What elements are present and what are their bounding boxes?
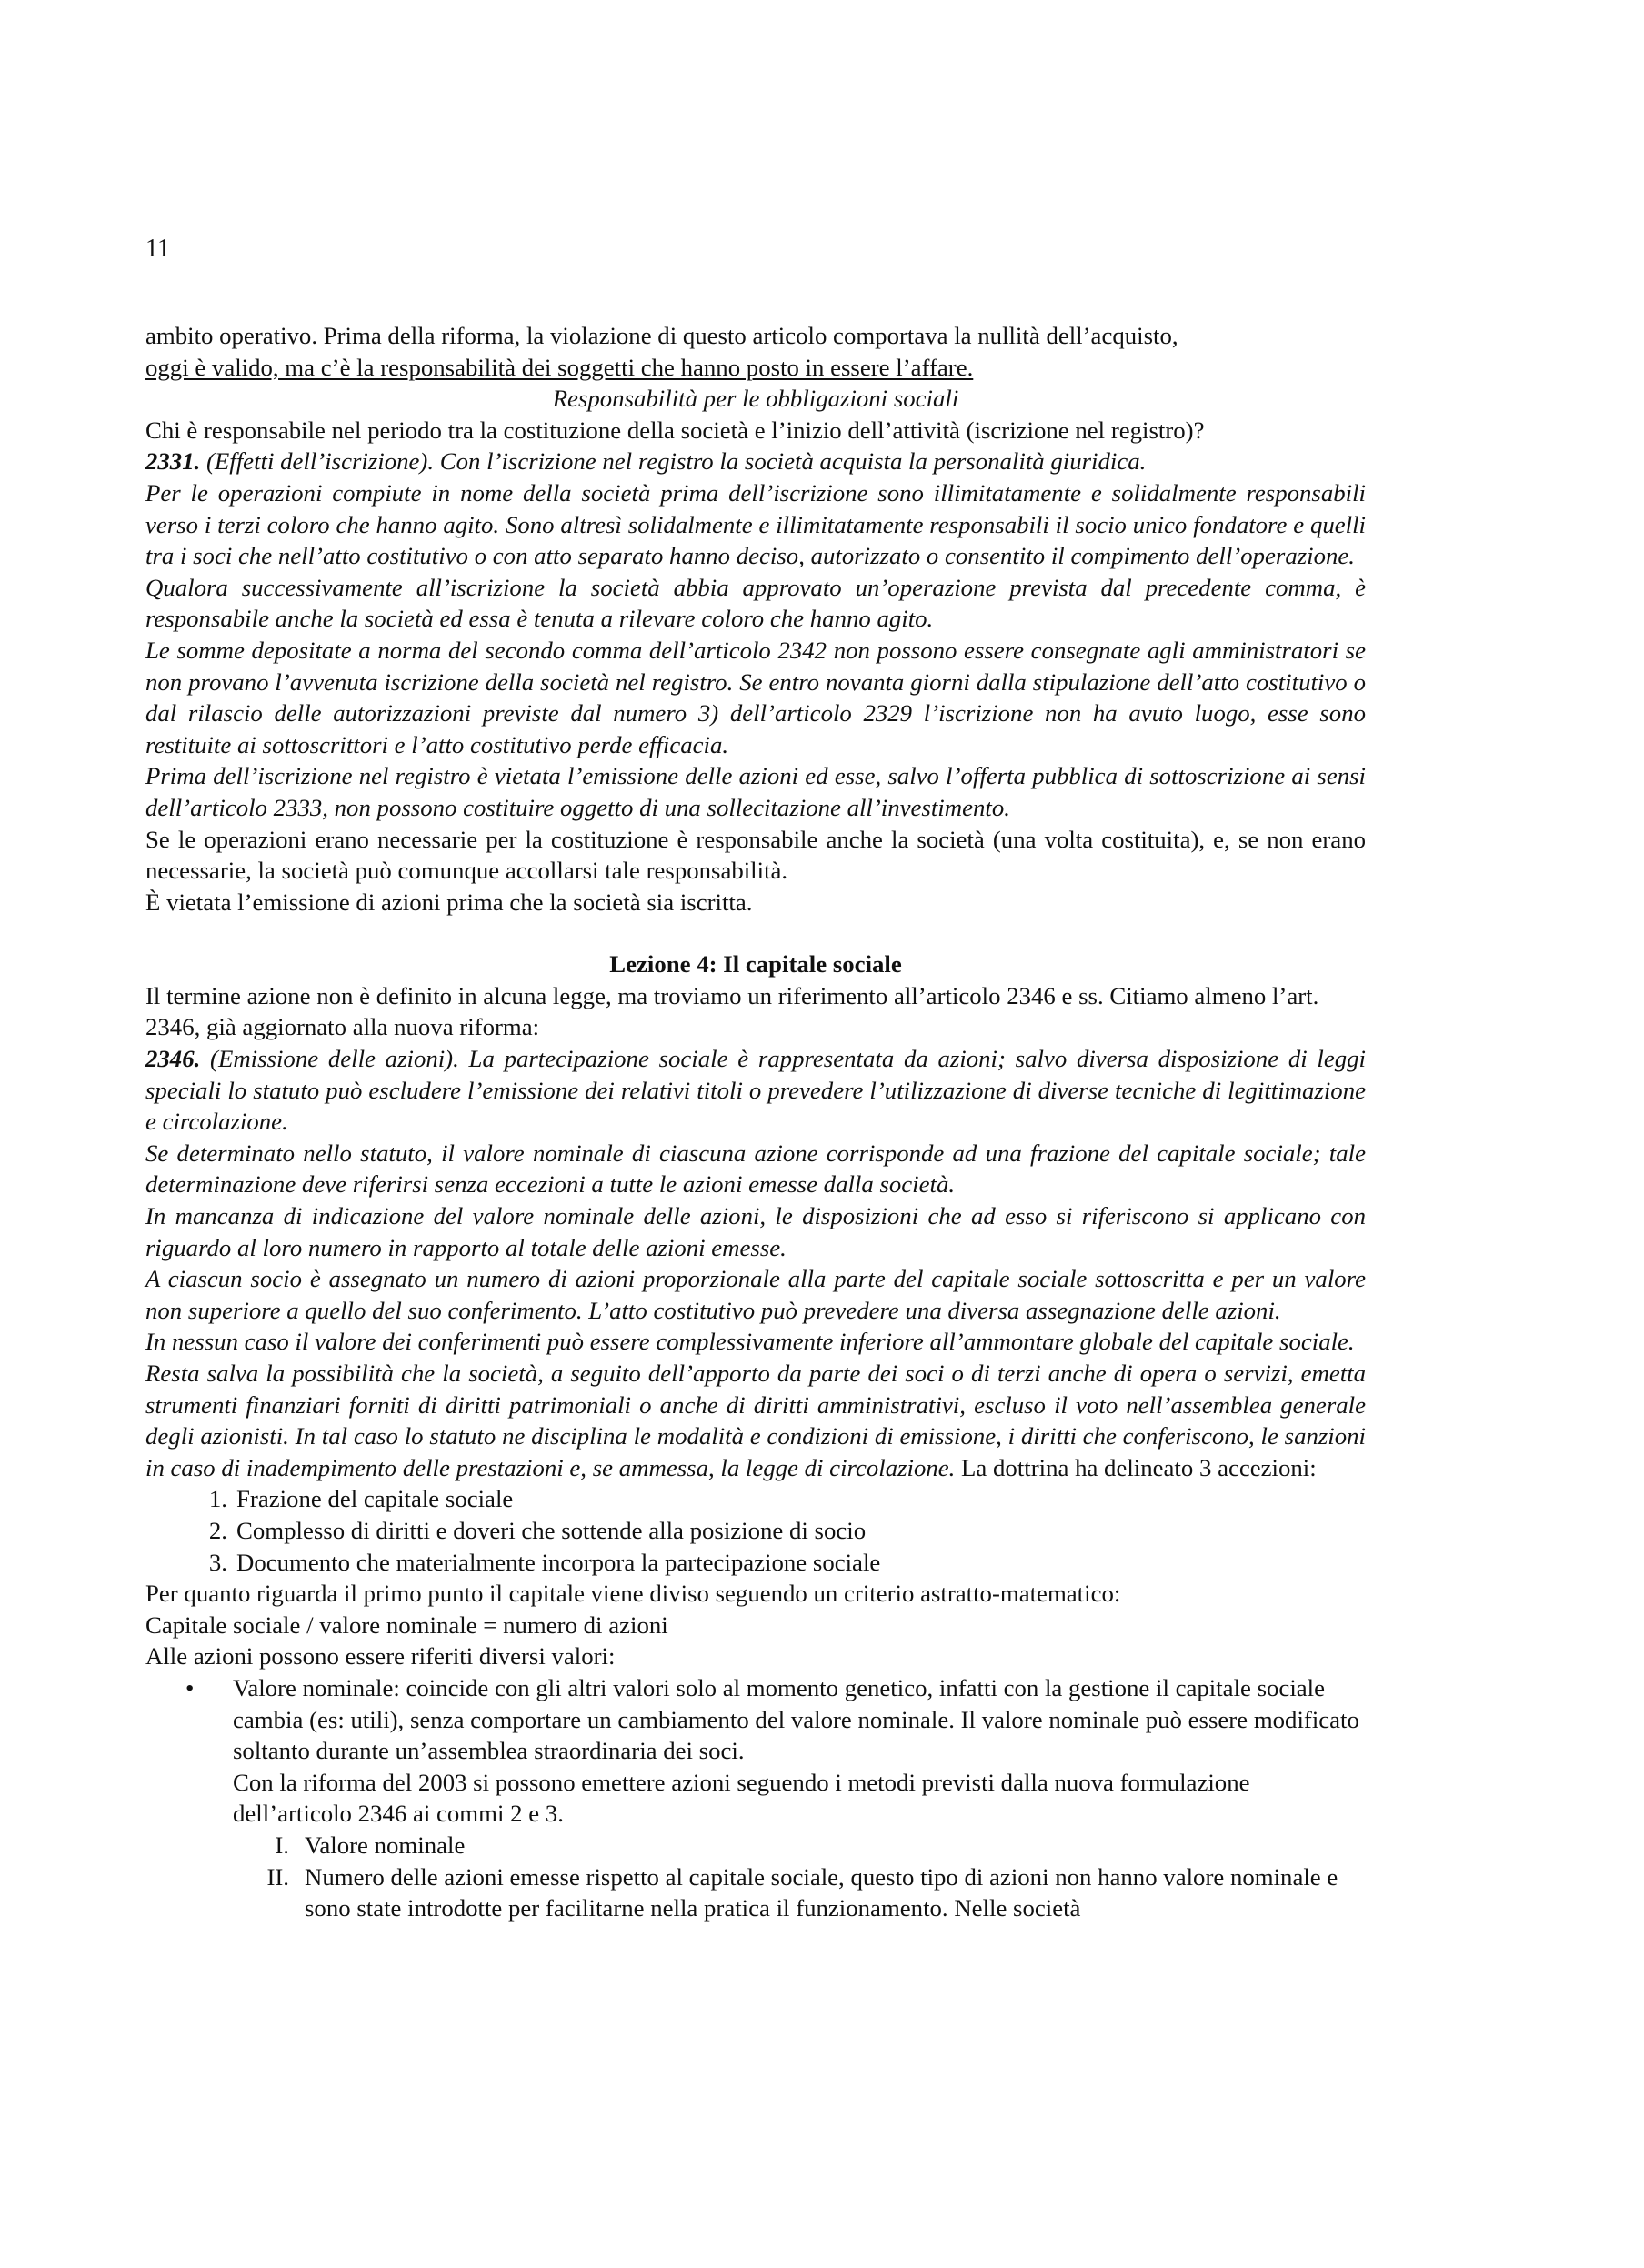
accezioni-list	[145, 1483, 1366, 1578]
list-item-text: Numero delle azioni emesse rispetto al capitale sociale, questo tipo di azioni non hanno valore nominale e sono state introdotte per facilitarne nella pratica il funzionamento. Nelle società	[305, 1862, 1338, 1922]
list-item-text: Complesso di diritti e doveri che sottende alla posizione di socio	[236, 1516, 867, 1544]
art2346-comma-5	[145, 1358, 1366, 1483]
list-item	[145, 1547, 1366, 1579]
list-item	[145, 1515, 1366, 1547]
page-number: 11	[145, 235, 170, 263]
art2331-heading-text: (Effetti dell’iscrizione). Con l’iscrizione nel registro la società acquista la personalità giuridica.	[200, 447, 1147, 476]
list-item-number: 3.	[208, 1548, 227, 1576]
art2331-comma-3: Le somme depositate a norma del secondo comma dell’articolo 2342 non possono essere consegnate agli amministratori se non provano l’avvenuta iscrizione della società nel registro. Se entro novanta giorni dalla stipulazione dell’atto costitutivo o dal rilascio delle autorizzazioni previste dal numero 3) dell’articolo 2329 l’iscrizione non ha avuto luogo, esse sono restituite ai sottoscrittori e l’atto costitutivo perde efficacia.	[145, 636, 1366, 758]
list-item-number: I.	[275, 1831, 289, 1859]
metodi-list	[145, 1830, 1366, 1924]
termine-paragraph: Il termine azione non è definito in alcuna legge, ma troviamo un riferimento all’articolo 2346 e ss. Citiamo almeno l’art. 2346, già aggiornato alla nuova riforma:	[145, 981, 1319, 1041]
art2331-number: 2331.	[145, 447, 201, 476]
list-item-text: Documento che materialmente incorpora la partecipazione sociale	[236, 1548, 881, 1576]
question-paragraph: Chi è responsabile nel periodo tra la costituzione della società e l’inizio dell’attività (iscrizione nel registro)?	[145, 416, 1205, 444]
art2346-comma-1: Se determinato nello statuto, il valore nominale di ciascuna azione corrisponde ad una frazione del capitale sociale; tale determinazione deve riferirsi senza eccezioni a tutte le azioni emesse dalla società.	[145, 1139, 1366, 1199]
list-item-text: Frazione del capitale sociale	[236, 1485, 514, 1513]
list-item-number: 1.	[208, 1485, 227, 1513]
subheading-obbligazioni: Responsabilità per le obbligazioni sociali	[552, 385, 959, 413]
page-content	[145, 320, 1366, 1924]
art2346-heading-text: (Emissione delle azioni). La partecipazione sociale è rappresentata da azioni; salvo diversa disposizione di leggi speciali lo statuto può escludere l’emissione dei relativi titoli o prevedere l’utilizzazione di diverse tecniche di legittimazione e circolazione.	[145, 1045, 1366, 1136]
art2331-comma-4: Prima dell’iscrizione nel registro è vietata l’emissione delle azioni ed esse, salvo l’offerta pubblica di sottoscrizione ai sensi dell’articolo 2333, non possono costituire oggetto di una sollecitazione all’investimento.	[145, 762, 1366, 821]
art2346-number: 2346.	[145, 1045, 201, 1073]
art2331-comma-2: Qualora successivamente all’iscrizione la società abbia approvato un’operazione prevista dal precedente comma, è responsabile anche la società ed essa è tenuta a rilevare coloro che hanno agito.	[145, 573, 1366, 633]
list-item	[145, 1483, 1366, 1515]
art2346-comma-5-text: Resta salva la possibilità che la società, a seguito dell’apporto da parte dei soci o di terzi anche di opera o servizi, emetta strumenti finanziari forniti di diritti patrimoniali o anche di diritti amministrativi, escluso il voto nell’assemblea generale degli azionisti. In tal caso lo statuto ne disciplina le modalità e condizioni di emissione, i diritti che conferiscono, le sanzioni in caso di inadempimento delle prestazioni e, se ammessa, la legge di circolazione.	[145, 1360, 1366, 1481]
lesson-title: Lezione 4: Il capitale sociale	[609, 950, 902, 978]
valori-paragraph: Alle azioni possono essere riferiti diversi valori:	[145, 1642, 616, 1671]
vietata-paragraph: È vietata l’emissione di azioni prima che la società sia iscritta.	[145, 888, 753, 916]
list-item-number: 2.	[208, 1516, 227, 1544]
formula-line: Capitale sociale / valore nominale = numero di azioni	[145, 1611, 668, 1639]
operations-paragraph: Se le operazioni erano necessarie per la costituzione è responsabile anche la società (una volta costituita), e, se non erano necessarie, la società può comunque accollarsi tale responsabilità.	[145, 825, 1366, 885]
art2331-heading	[145, 446, 1366, 477]
primo-punto-paragraph: Per quanto riguarda il primo punto il capitale viene diviso seguendo un criterio astratto-matematico:	[145, 1580, 1121, 1608]
art2331-comma-1: Per le operazioni compiute in nome della società prima dell’iscrizione sono illimitatamente e solidalmente responsabili verso i terzi coloro che hanno agito. Sono altresì solidalmente e illimitatamente responsabili il socio unico fondatore e quelli tra i soci che nell’atto costitutivo o con atto separato hanno deciso, autorizzato o consentito il compimento dell’operazione.	[145, 478, 1366, 570]
list-item	[145, 1830, 1366, 1862]
art2346-comma-2: In mancanza di indicazione del valore nominale delle azioni, le disposizioni che ad esso si riferiscono si applicano con riguardo al loro numero in rapporto al totale delle azioni emesse.	[145, 1202, 1366, 1261]
intro-line-1: ambito operativo. Prima della riforma, la violazione di questo articolo comportava la nullità dell’acquisto,	[145, 322, 1178, 349]
art2346-heading	[145, 1043, 1366, 1138]
bullet-item-valore-nominale	[145, 1672, 1366, 1767]
bullet-text: Valore nominale: coincide con gli altri valori solo al momento genetico, infatti con la gestione il capitale sociale cambia (es: utili), senza comportare un cambiamento del valore nominale. Il valore nominale può essere modificato soltanto durante un’assemblea straordinaria dei soci.	[233, 1673, 1359, 1765]
accezioni-intro: La dottrina ha delineato 3 accezioni:	[955, 1453, 1317, 1481]
art2346-comma-3: A ciascun socio è assegnato un numero di azioni proporzionale alla parte del capitale sociale sottoscritta e per un valore non superiore a quello del suo conferimento. L’atto costitutivo può prevedere una diversa assegnazione delle azioni.	[145, 1265, 1366, 1324]
bullet-icon: •	[185, 1673, 195, 1701]
valori-bullet-list	[145, 1672, 1366, 1767]
intro-line-2-underlined: oggi è valido, ma c’è la responsabilità dei soggetti che hanno posto in essere l’affare.	[145, 353, 974, 381]
list-item	[145, 1862, 1366, 1924]
list-item-number: II.	[266, 1862, 289, 1891]
list-item-text: Valore nominale	[305, 1831, 466, 1859]
art2346-comma-4: In nessun caso il valore dei conferimenti può essere complessivamente inferiore all’ammontare globale del capitale sociale.	[145, 1328, 1355, 1356]
riforma-2003-paragraph: Con la riforma del 2003 si possono emettere azioni seguendo i metodi previsti dalla nuova formulazione dell’articolo 2346 ai commi 2 e 3.	[233, 1768, 1250, 1828]
